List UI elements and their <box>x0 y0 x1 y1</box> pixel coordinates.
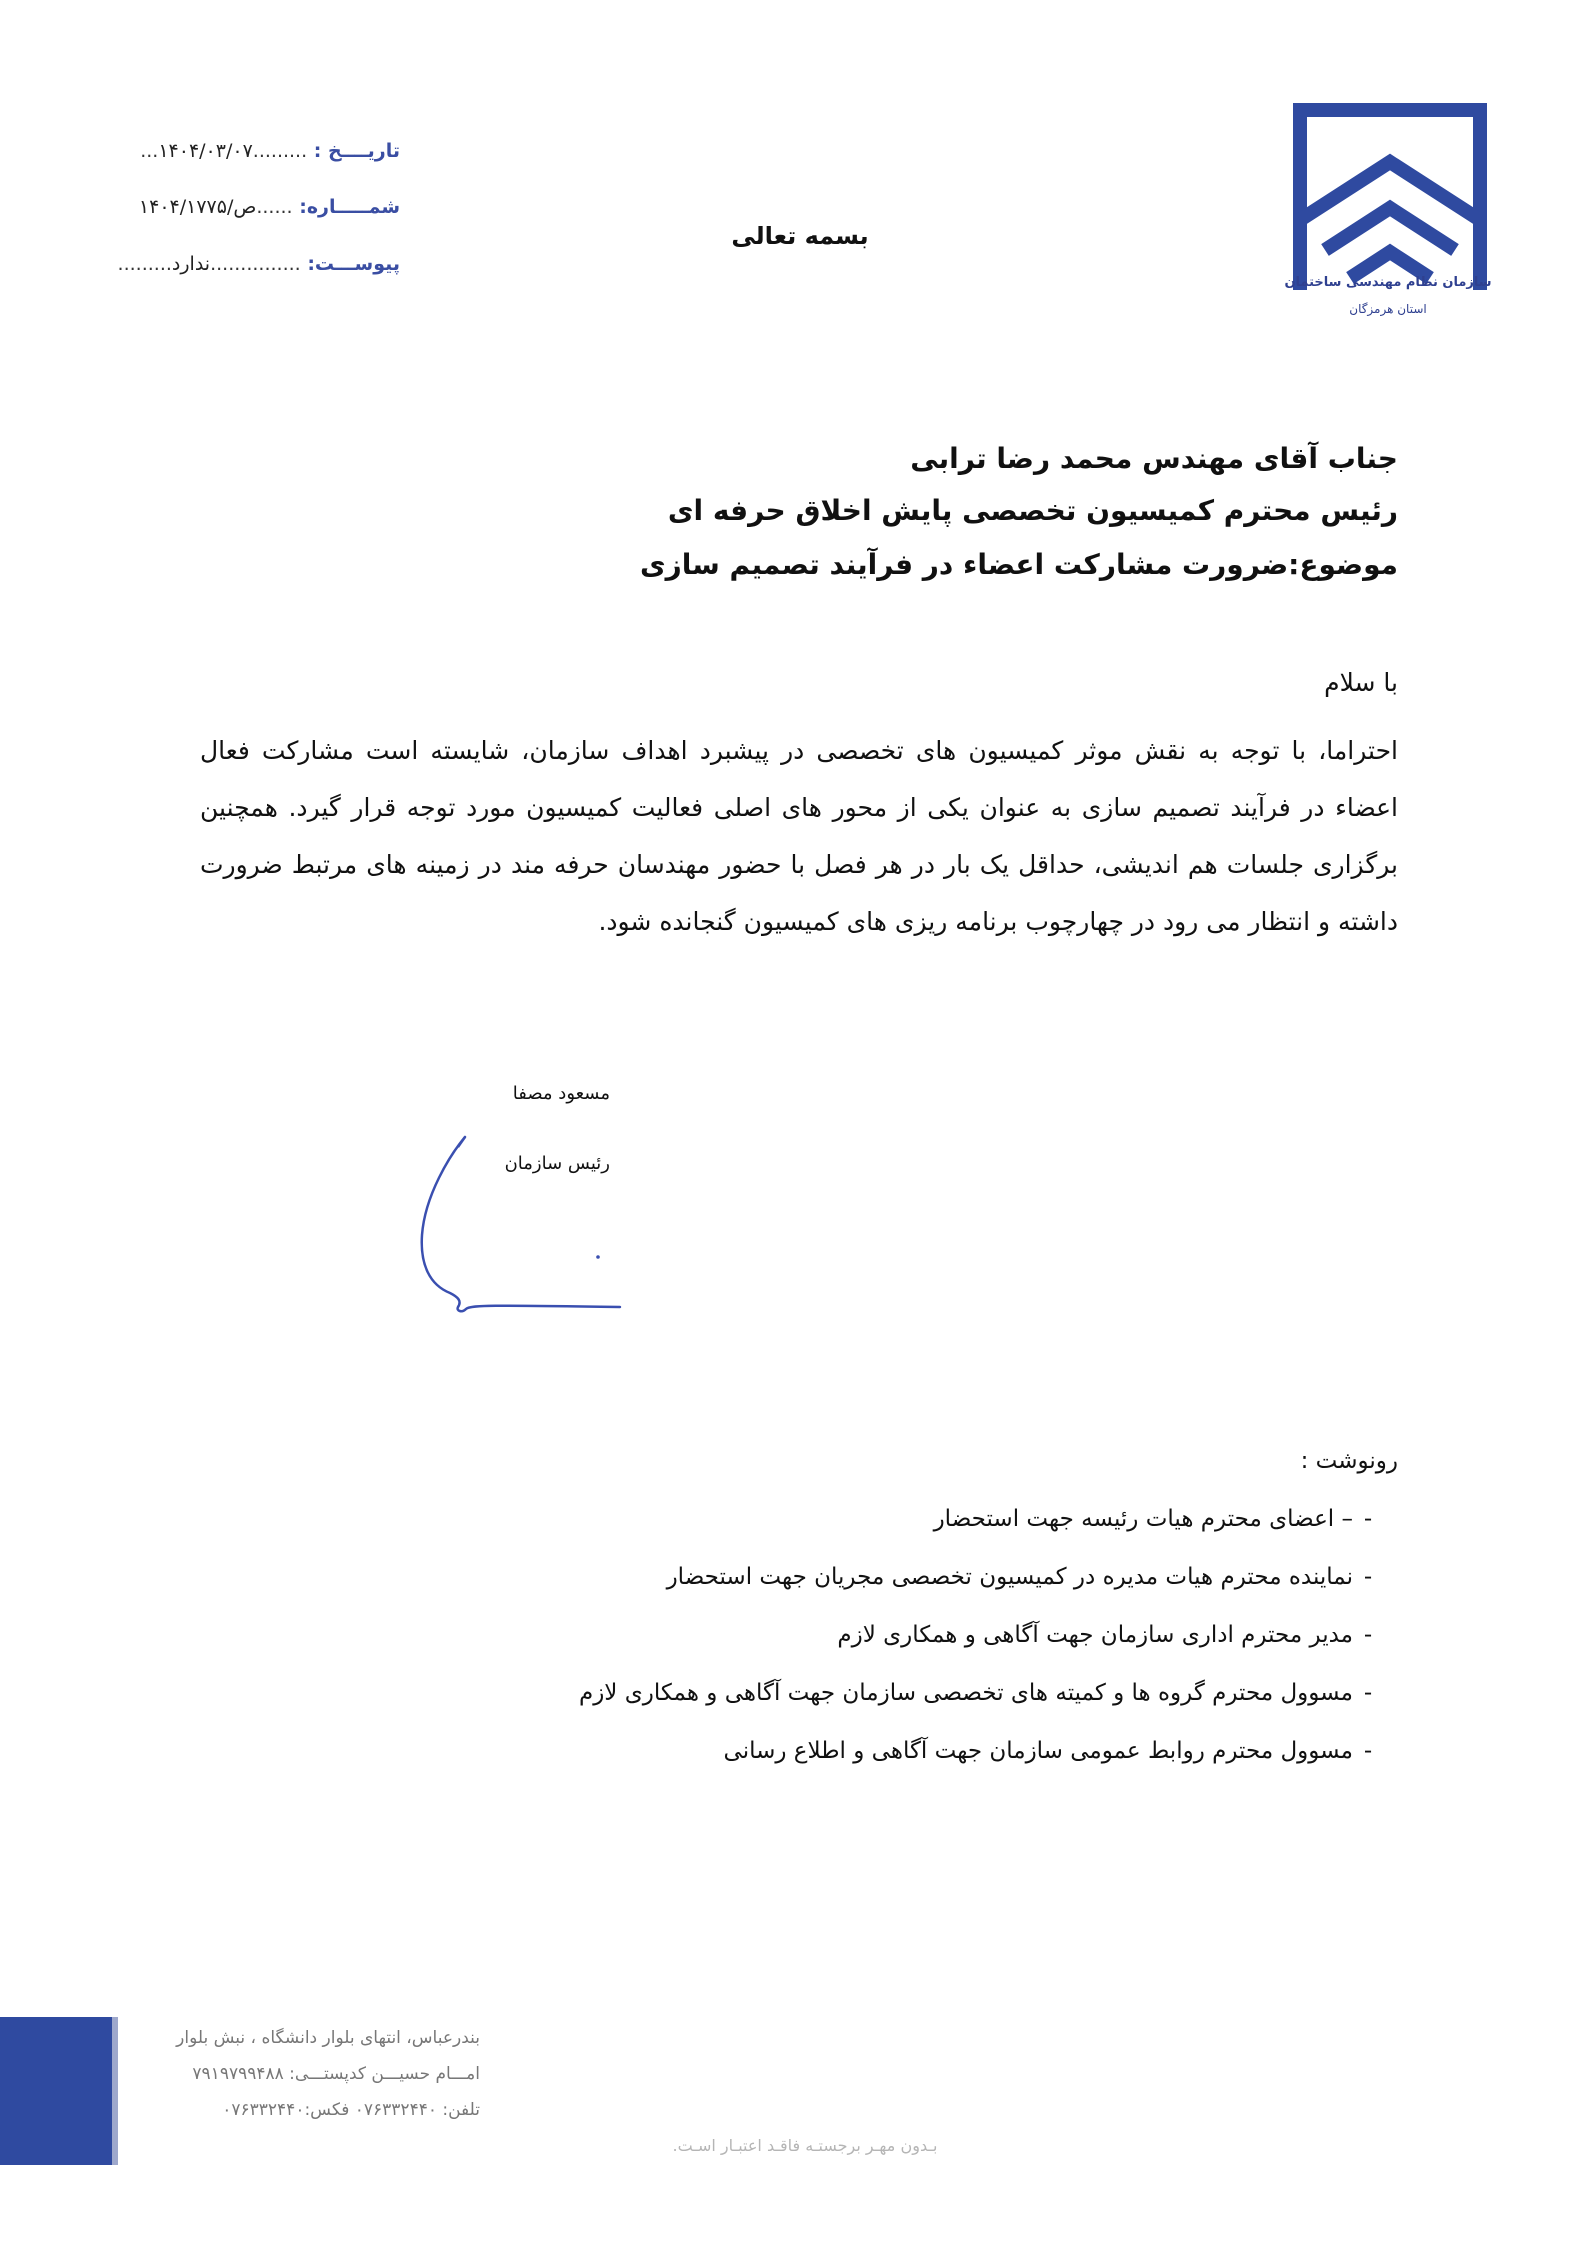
footer-address: بندرعباس، انتهای بلوار دانشگاه ، نبش بلوار <box>176 2028 480 2048</box>
cc-list <box>283 1490 1383 1780</box>
cc-item: -مدیر محترم اداری سازمان جهت آگاهی و همکاری لازم <box>837 1622 1373 1648</box>
signature-icon <box>400 1125 640 1325</box>
attachment-row: پیوســـت: ...............ندارد......... <box>117 253 400 275</box>
cc-item: -مسوول محترم روابط عمومی سازمان جهت آگاهی و اطلاع رسانی <box>723 1738 1373 1764</box>
number-value: ص/۱۴۰۴/۱۷۷۵ <box>138 196 257 218</box>
signatory-role: رئیس سازمان <box>504 1153 610 1174</box>
footer-contact <box>130 2020 480 2128</box>
signatory-name: مسعود مصفا <box>512 1083 610 1104</box>
cc-item: -– اعضای محترم هیات رئیسه جهت استحضار <box>933 1506 1373 1532</box>
footer-postal: امـــام حسیـــن کدپستـــی: ۷۹۱۹۷۹۹۴۸۸ <box>192 2064 480 2084</box>
footer-phone: تلفن: ۰۷۶۳۳۲۴۴۰ فکس:۰۷۶۳۳۲۴۴۰ <box>222 2100 480 2120</box>
cc-title: رونوشت : <box>1300 1448 1398 1474</box>
subject-line: موضوع:ضرورت مشارکت اعضاء در فرآیند تصمیم سازی <box>639 548 1398 581</box>
footer-divider <box>112 2017 118 2165</box>
footer-note: بـدون مهـر برجستـه فاقـد اعتبـار اسـت. <box>672 2136 938 2155</box>
logo-province: استان هرمزگان <box>1349 302 1427 316</box>
date-label: تاریــــخ : <box>313 140 400 162</box>
attachment-label: پیوســـت: <box>307 253 400 275</box>
footer-color-bar <box>0 2017 112 2165</box>
recipient-name: جناب آقای مهندس محمد رضا ترابی <box>910 442 1398 475</box>
attachment-value: ندارد <box>171 253 211 275</box>
letter-body: احتراما، با توجه به نقش موثر کمیسیون های تخصصی در پیشبرد اهداف سازمان، شایسته است مشارکت فعال اعضاء در فرآیند تصمیم سازی به عنوان یکی از محور های اصلی فعالیت کمیسیون مورد توجه قرار گیرد. همچنین برگزاری جلسات هم اندیشی، حداقل یک بار در هر فصل با حضور مهندسان حرفه مند در زمینه های مرتبط ضرورت داشته و انتظار می رود در چهارچوب برنامه ریزی های کمیسیون گنجانده شود. <box>200 736 1398 936</box>
recipient-title: رئیس محترم کمیسیون تخصصی پایش اخلاق حرفه ای <box>667 494 1398 527</box>
cc-item: -نماینده محترم هیات مدیره در کمیسیون تخصصی مجریان جهت استحضار <box>666 1564 1373 1590</box>
number-label: شمـــــاره: <box>299 196 400 218</box>
cc-item: -مسوول محترم گروه ها و کمیته های تخصصی سازمان جهت آگاهی و همکاری لازم <box>578 1680 1373 1706</box>
basmala: بسمه تعالی <box>731 222 869 250</box>
number-row: شمـــــاره: ......ص/۱۴۰۴/۱۷۷۵ <box>138 196 400 218</box>
logo-org-name: سازمان نظام مهندسی ساختمان <box>1284 275 1492 290</box>
greeting: با سلام <box>1324 668 1398 697</box>
date-value: ۱۴۰۴/۰۳/۰۷ <box>158 140 253 162</box>
date-row: تاریــــخ : .........۱۴۰۴/۰۳/۰۷... <box>140 140 400 162</box>
